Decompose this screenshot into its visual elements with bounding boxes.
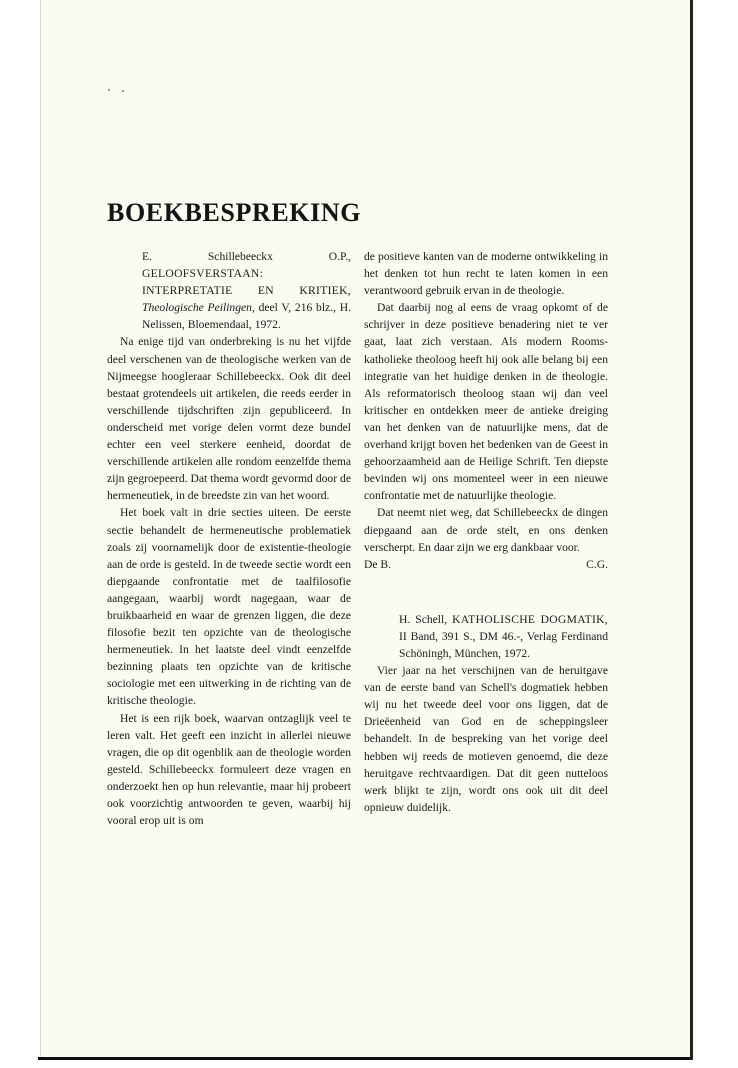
column-right: [364, 248, 608, 816]
review-paragraph-continued: de positieve kanten van de moderne ontwikkeling in het denken tot hun recht te laten komen in een verantwoord gebruik ervan in de theologie.: [364, 250, 608, 298]
review-paragraph: Het boek valt in drie secties uiteen. De eerste sectie behandelt de hermeneutische problematiek zoals zij voornamelijk door de existentie-theologie aan de orde is gesteld. In de tweede sectie wordt een diepgaande confrontatie met de taalfilosofie aangegaan, waarbij wordt nagegaan, waar de bruikbaarheid en waar de grenzen liggen, die deze filosofie bezit ten opzichte van de theologische hermeneutiek. In het laatste deel vindt eenzelfde bezinning plaats ten opzichte van de kritische sociologie met een uitwerking in de richting van de kritische theologie.: [107, 506, 351, 708]
review-signature: [364, 556, 608, 573]
book-details: II Band, 391 S., DM 46.-, Verlag Ferdinand Schöningh, München, 1972.: [399, 629, 608, 660]
signature-right: C.G.: [586, 557, 608, 571]
review-paragraph: Dat daarbij nog al eens de vraag opkomt of de schrijver in deze positieve benadering niet te ver gaat, laat zich verstaan. Als modern Rooms-katholieke theoloog heeft hij ook alle belang bij een integratie van het huidige denken in de theologie. Als reformatorisch theoloog staan wij dan veel kritischer en ontdekken meer de antieke dreiging van het denken van de natuurlijke mens, dat de overhand krijgt boven het bedenken van de Geest in gehoorzaamheid aan de Heilige Schrift. Ten diepste bevinden wij ons momenteel weer in een nieuwe confrontatie met de natuurlijke theologie.: [364, 301, 608, 503]
review-paragraph: Dat neemt niet weg, dat Schillebeeckx de dingen diepgaand aan de orde stelt, en ons denken verscherpt. En daar zijn we erg dankbaar voor.: [364, 506, 608, 554]
book-title: GELOOFSVERSTAAN: INTERPRETATIE EN KRITIEK,: [142, 267, 351, 298]
column-left: [107, 248, 351, 829]
page-title: BOEKBESPREKING: [107, 198, 362, 227]
book-author: H. Schell,: [399, 612, 453, 626]
book-details: deel V, 216 blz., H. Nelissen, Bloemendaal, 1972.: [142, 301, 351, 332]
review-paragraph: Vier jaar na het verschijnen van de heruitgave van de eerste band van Schell's dogmatiek hebben wij nu het tweede deel voor ons liggen, dat de Drieëenheid van God en de scheppingsleer behandelt. In de bespreking van het vorige deel hebben wij reeds de motieven genoemd, die deze heruitgave rechtvaardigen. Dat dit geen nutteloos werk blijkt te zijn, wordt ons ook uit dit deel opnieuw duidelijk.: [364, 664, 608, 814]
section-gap: [364, 573, 608, 611]
book-title: KATHOLISCHE DOGMATIK,: [452, 612, 608, 626]
signature-left: De B.: [364, 557, 392, 571]
book-reference-1: [107, 248, 351, 333]
book-author: E. Schillebeeckx O.P.,: [142, 250, 351, 263]
page-edge-rule-bottom: [38, 1057, 690, 1060]
scan-specks: [108, 88, 126, 92]
review-paragraph: Het is een rijk boek, waarvan ontzaglijk veel te leren valt. Het geeft een inzicht in allerlei nieuwe vragen, die op dit ogenblik aan de theologie worden gesteld. Schillebeeckx formuleert deze vragen en onderzoekt hen op hun relevantie, maar hij probeert ook voorzichtig antwoorden te geven, waarbij hij vooral erop uit is om: [107, 711, 351, 828]
book-reference-2: [364, 611, 608, 662]
page-edge-rule-right: [690, 0, 693, 1060]
book-series: Theologische Peilingen,: [142, 301, 255, 315]
review-paragraph: Na enige tijd van onderbreking is nu het vijfde deel verschenen van de theologische werken van de Nijmeegse hoogleraar Schillebeeckx. Ook dit deel bestaat grotendeels uit artikelen, die reeds eerder in verschillende tijdschriften zijn gepubliceerd. In onderscheid met vorige delen vormt deze bundel echter een veel sterkere eenheid, doordat de verschillende artikelen alle rondom eenzelfde thema zijn gegroepeerd. Dat thema wordt gevormd door de hermeneutiek, in de breedste zin van het woord.: [107, 335, 351, 503]
